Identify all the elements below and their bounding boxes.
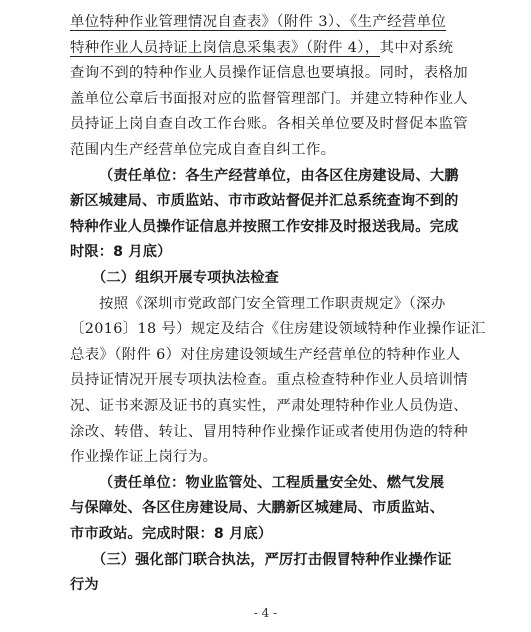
text-line [70,12,490,32]
section-heading-cont: 行为 [70,577,99,594]
text-line: 员持证上岗自查自改工作台账。各相关单位要及时督促本监管 [70,116,468,133]
text-line: 〔2016〕18 号）规定及结合《住房建设领域特种作业操作证汇 [70,321,486,338]
responsibility-text: 新区城建局、市质监站、市市政站督促并汇总系统查询不到的 [70,193,459,210]
underlined-text: 特种作业人员持证上岗信息采集表》（附件 4）， [70,39,380,56]
section-heading: （三）强化部门联合执法，严厉打击假冒特种作业操作证 [92,551,452,568]
text-line: 员持证情况开展专项执法检查。重点检查特种作业人员培训情 [70,372,468,389]
responsibility-text: 时限：8 月底） [70,244,172,261]
text-line: 范围内生产经营单位完成自查自纠工作。 [70,142,336,158]
responsibility-text: 特种作业人员操作证信息并按照工作安排及时报送我局。完成 [70,218,459,235]
text-line [70,38,490,58]
section-heading: （二）组织开展专项执法检查 [92,270,280,286]
page-number: - 4 - [253,606,278,620]
text-line: 涂改、转借、转让、冒用特种作业操作证或者使用伪造的特种 [70,423,468,440]
underlined-text: 单位特种作业管理情况自查表》（附件 3）、《生产经营单位 [70,14,447,30]
text-line: 况、证书来源及证书的真实性，严肃处理特种作业人员伪造、 [70,398,468,414]
text-line: 按照《深圳市党政部门安全管理工作职责规定》（深办 [99,295,446,312]
text-line: 盖单位公章后书面报对应的监督管理部门。并建立特种作业人 [70,90,468,107]
responsibility-text: 市市政站。完成时限：8 月底） [70,526,273,542]
text-line: 作业操作证上岗行为。 [70,449,218,466]
responsibility-text: （责任单位：各生产经营单位，由各区住房建设局、大鹏 [99,167,459,184]
text-tail: 其中对系统 [379,39,454,56]
text-line: 查询不到的特种作业人员操作证信息也要填报。同时，表格加 [70,65,468,82]
responsibility-text: （责任单位：物业监管处、工程质量安全处、燃气发展 [99,474,445,491]
text-line: 总表》（附件 6）对住房建设领域生产经营单位的特种作业人 [70,346,461,363]
responsibility-text: 与保障处、各区住房建设局、大鹏新区城建局、市质监站、 [70,500,445,517]
